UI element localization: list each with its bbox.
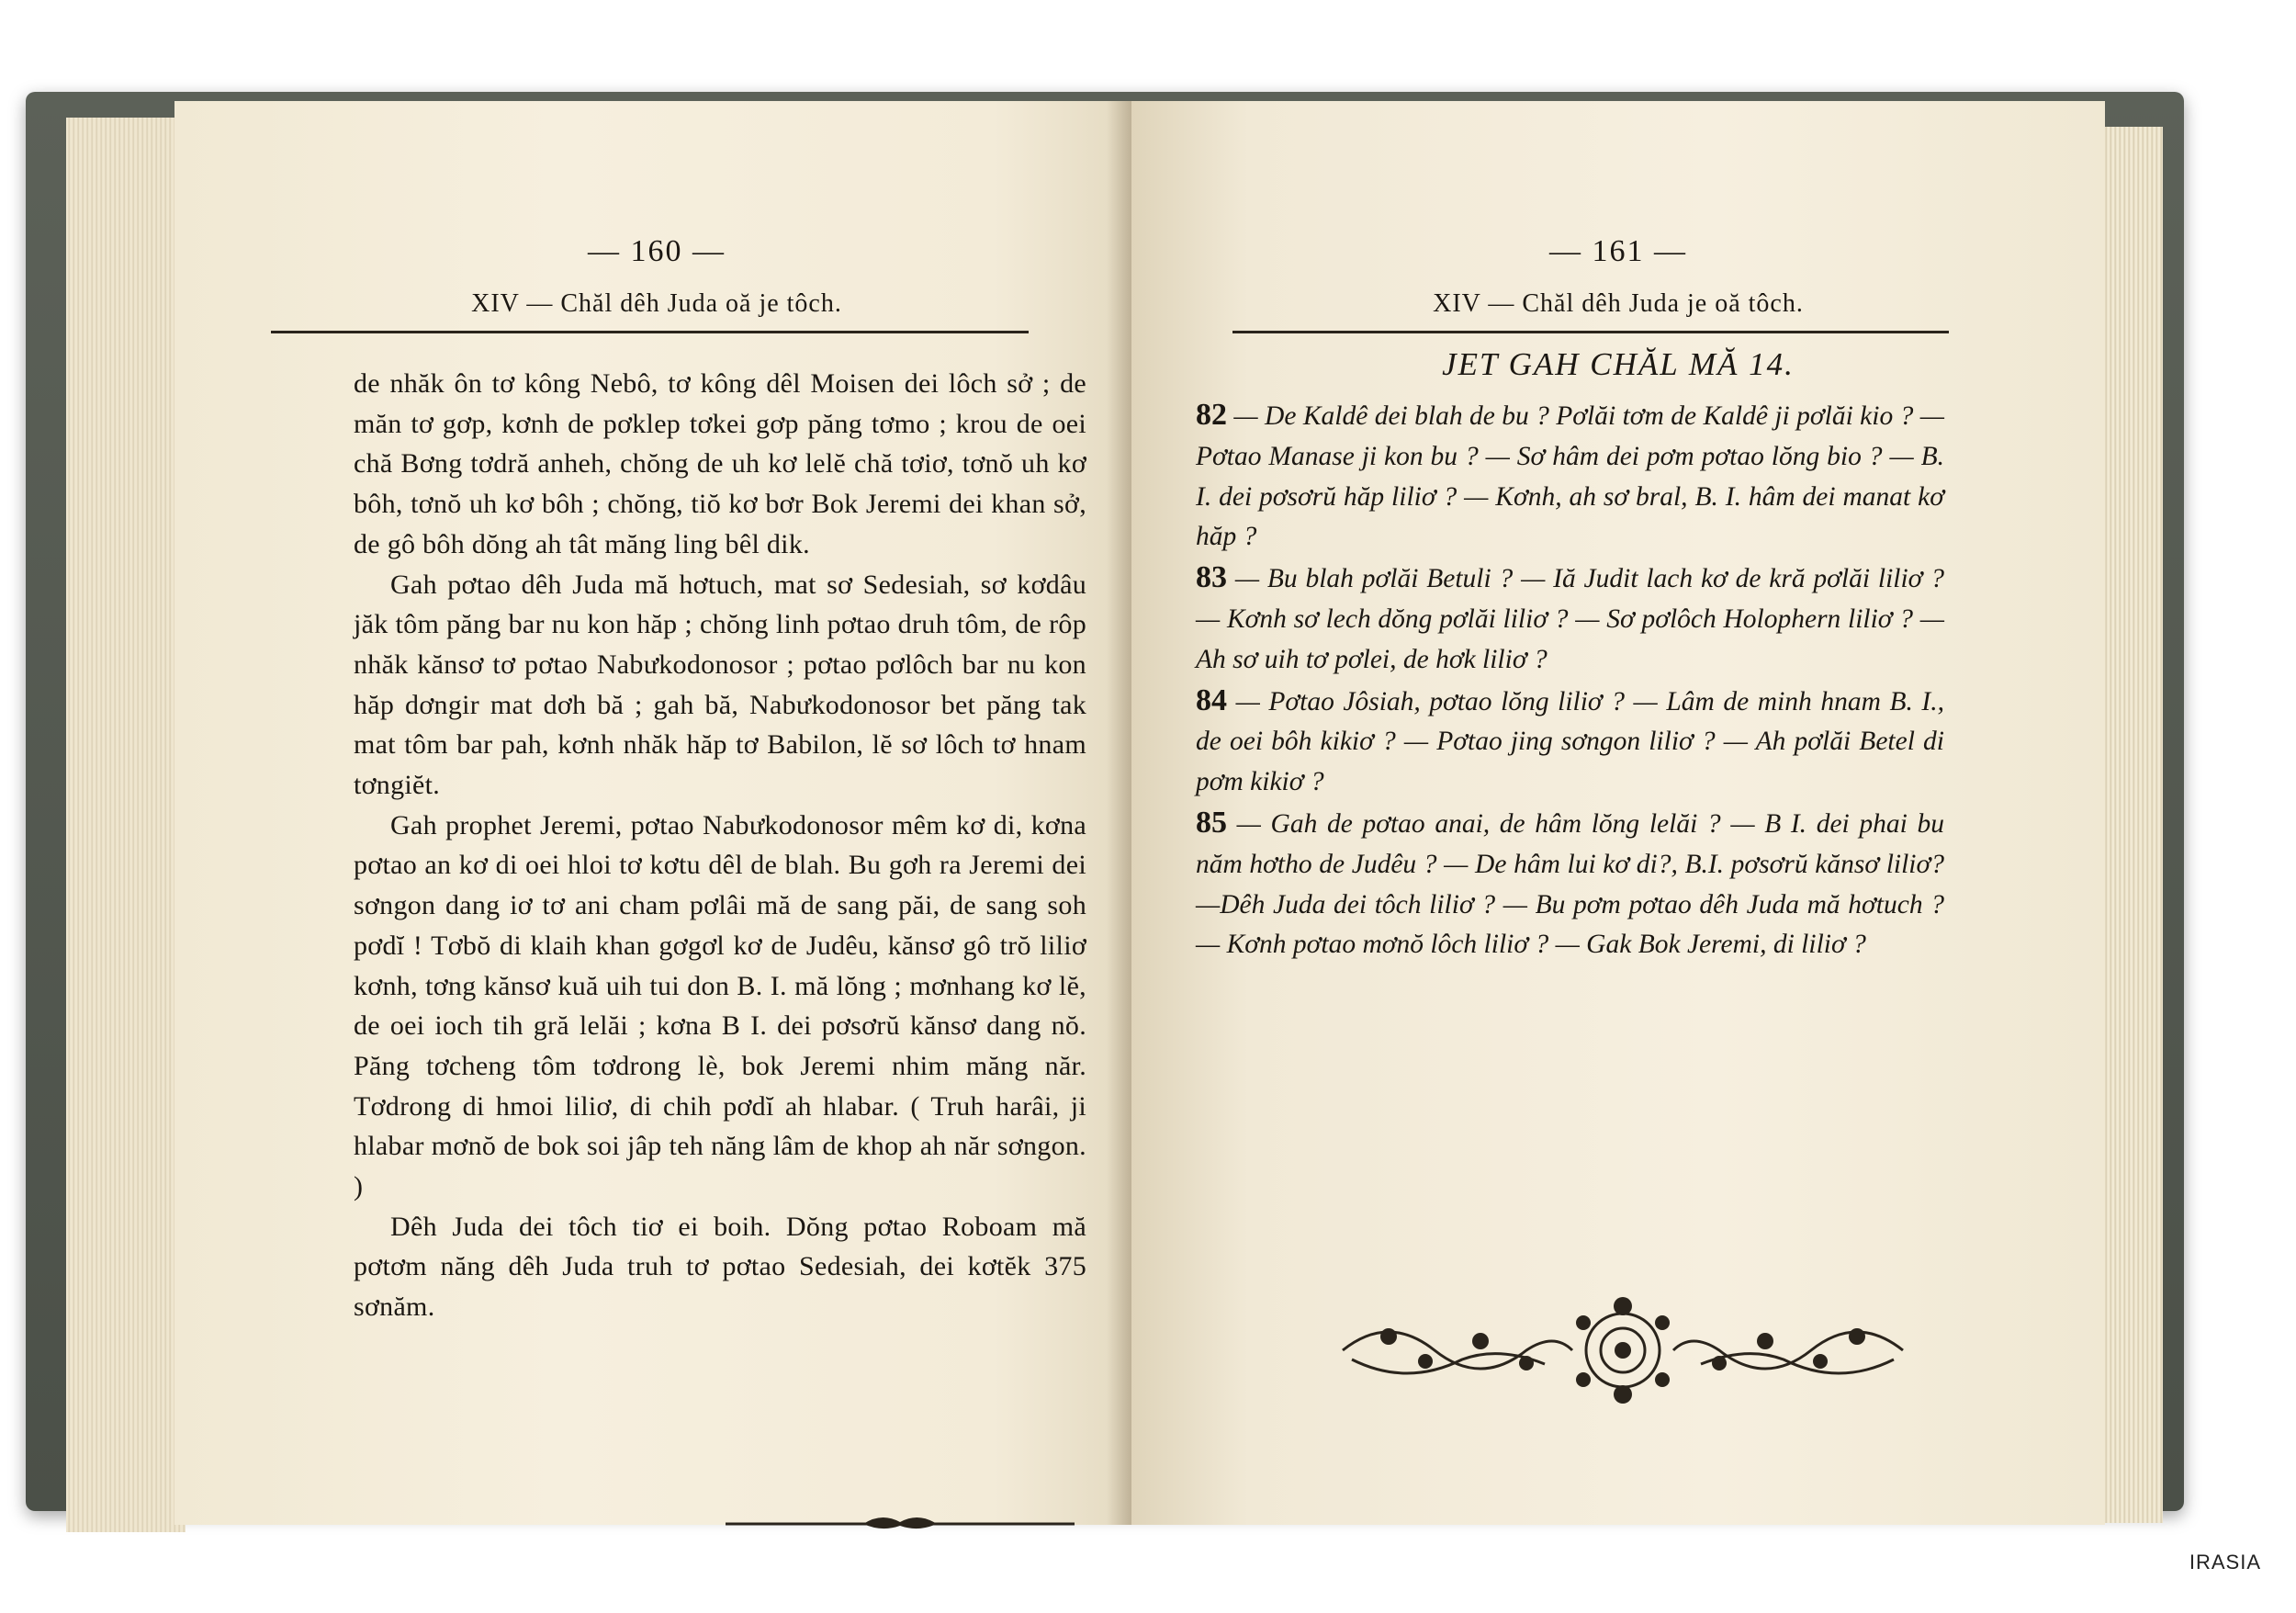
page-number: — 161 —	[1549, 234, 1687, 268]
questions-block	[1196, 395, 1944, 965]
body-text	[354, 364, 1086, 1327]
question-item	[1196, 681, 1944, 803]
question-text: — De Kaldê dei blah de bu ? Pơlăi tơm de Kaldê ji pơlăi kio ? — Pơtao Manase ji kon bu ? — Sơ hâm dei pơm pơtao lŏng bio ? — B. I. dei pơsơrŭ hăp liliơ ? — Kơnh, ah sơ bral, B. I. hâm dei manat kơ hăp ?	[1196, 401, 1944, 552]
page-number: — 160 —	[588, 234, 726, 268]
question-text: — Pơtao Jôsiah, pơtao lŏng liliơ ? — Lâm de minh hnam B. I., de oei bôh kikiơ ? — Pơtao jing sơngon liliơ ? — Ah pơlăi Betel di pơm kikiơ ?	[1196, 686, 1945, 797]
question-number: 82	[1196, 398, 1227, 432]
question-number: 84	[1196, 682, 1227, 717]
question-text: — Gah de pơtao anai, de hâm lŏng lelăi ? — B I. dei phai bu năm hơtho de Judêu ? — De hâm lui kơ di?, B.I. pơsơrŭ kănsơ liliơ?—Dêh Juda dei tôch liliơ ? — Bu pơm pơtao dêh Juda mă hơtuch ? — Kơnh pơtao mơnŏ lôch liliơ ? — Gak Bok Jeremi, di liliơ ?	[1196, 808, 1944, 960]
question-item	[1196, 803, 1944, 965]
question-number: 85	[1196, 805, 1227, 840]
paragraph: de nhăk ôn tơ kông Nebô, tơ kông dêl Moisen dei lôch sở ; de măn tơ gơp, kơnh de pơklep tơkei gơp păng tơmo ; krou de oei chă Bơng tơdră anheh, chŏng de uh kơ lelĕ chă tơiơ, tơnŏ uh kơ bôh, tơnŏ uh kơ bôh ; chŏng, tiŏ kơ bơr Bok Jeremi dei khan sở, de gô bôh dŏng ah tât măng ling bêl dik.	[354, 368, 1086, 559]
question-item	[1196, 558, 1944, 680]
section-heading: JET GAH CHĂL MĂ 14.	[1442, 346, 1795, 382]
question-text: — Bu blah pơlăi Betuli ? — Iă Judit lach kơ de kră pơlăi liliơ ? — Kơnh sơ lech dŏng pơlăi liliơ ? — Sơ pơlôch Holophern liliơ ? — Ah sơ uih tơ pơlei, de hơk liliơ ?	[1196, 564, 1945, 674]
left-page	[174, 101, 1139, 1525]
question-item	[1196, 395, 1944, 558]
running-head: XIV — Chăl dêh Juda je oă tôch.	[1433, 289, 1804, 318]
paragraph: Gah pơtao dêh Juda mă hơtuch, mat sơ Sedesiah, sơ kơdâu jăk tôm păng bar nu kon hăp ; chŏng linh pơtao druh tôm, de rôp nhăk kănsơ tơ pơtao Nabưkodonosor ; pơtao pơlôch bar nu kon hăp dơngir mat dơh bă ; gah bă, Nabưkodonosor bet păng tak mat tôm bar pah, kơnh nhăk hăp tơ Babilon, lĕ sơ lôch tơ hnam tơngiĕt.	[354, 569, 1086, 801]
header-rule	[271, 331, 1029, 333]
floral-ornament	[1334, 1295, 1912, 1405]
page-edges-left	[66, 118, 186, 1532]
paragraph: Dêh Juda dei tôch tiơ ei boih. Dŏng pơtao Roboam mă pơtơm năng dêh Juda truh tơ pơtao Sedesiah, dei kơtĕk 375 sơnăm.	[354, 1211, 1086, 1323]
running-head: XIV — Chăl dêh Juda oă je tôch.	[471, 289, 842, 318]
question-number: 83	[1196, 560, 1227, 595]
paragraph: Gah prophet Jeremi, pơtao Nabưkodonosor mêm kơ di, kơna pơtao an kơ di oei hloi tơ kơtu dêl de blah. Bu gơh ra Jeremi dei sơngon dang iơ tơ ani cham pơlâi mă de sang păi, de sang soh pơdĭ ! Tơbŏ di klaih khan gơgơl kơ de Judêu, kănsơ gô trŏ liliơ kơnh, tơng kănsơ kuă uih tui don B. I. mă lŏng ; mơnhang kơ lĕ, de oei ioch tih gră lelăi ; kơna B I. dei pơsơrŭ kănsơ dang nŏ. Păng tơcheng tôm tơdrong lè, bok Jeremi nhim măng năr. Tơdrong di hmoi liliơ, di chih pơdĭ ah hlabar. ( Truh harâi, ji hlabar mơnŏ de bok soi jâp teh năng lâm de khop ah năr sơngon. )	[354, 809, 1086, 1202]
tailpiece-ornament	[726, 1508, 1075, 1536]
watermark: IRASIA	[2189, 1551, 2261, 1574]
header-rule	[1232, 331, 1949, 333]
right-page	[1131, 101, 2105, 1525]
